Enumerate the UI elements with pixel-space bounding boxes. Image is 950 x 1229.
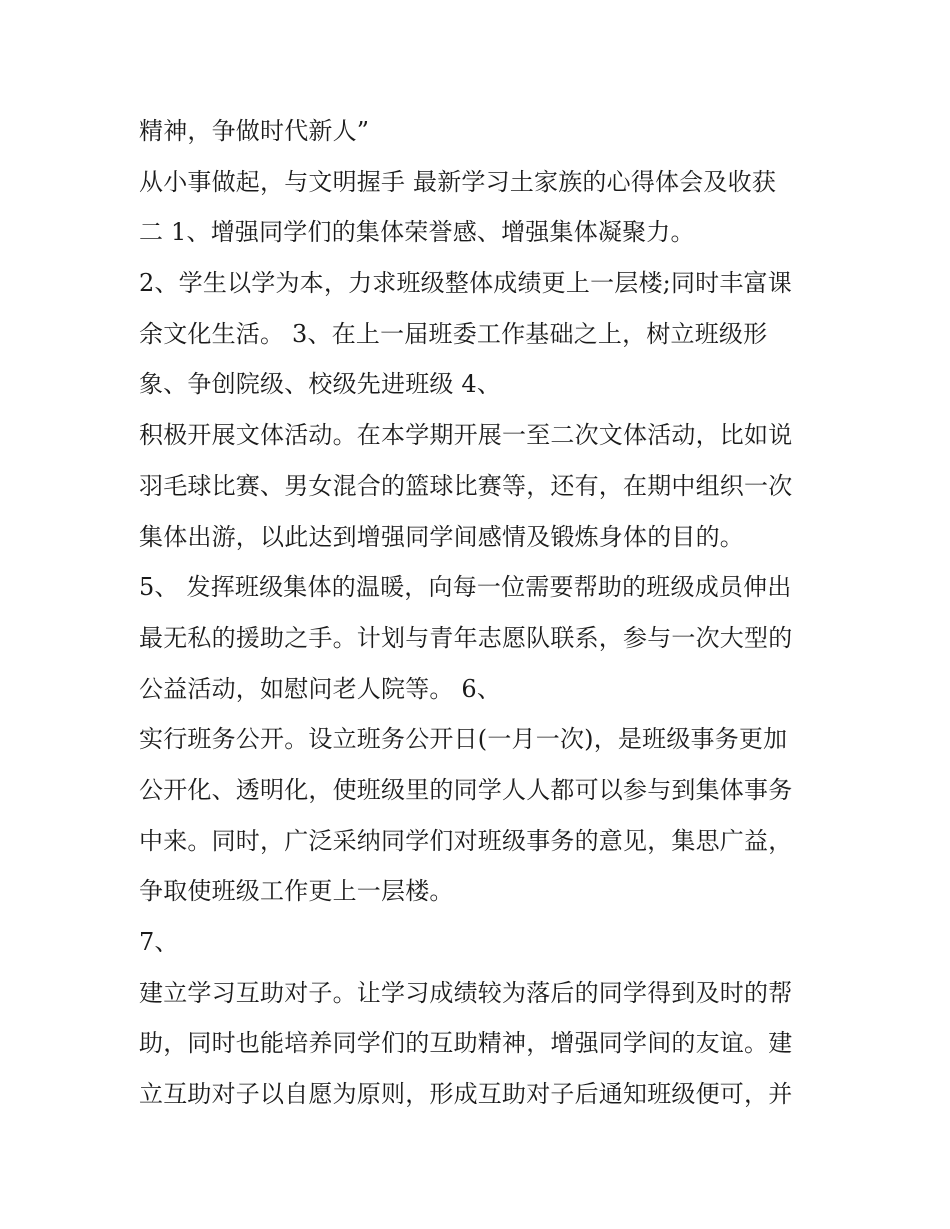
text-line: 象、争创院级、校级先进班级 4、 [139,370,502,399]
text-line: 建立学习互助对子。让学习成绩较为落后的同学得到及时的帮 [139,978,793,1007]
text-line: 2、学生以学为本，力求班级整体成绩更上一层楼;同时丰富课 [139,269,792,298]
text-line: 羽毛球比赛、男女混合的篮球比赛等，还有，在期中组织一次 [139,471,793,500]
text-line: 助，同时也能培养同学们的互助精神，增强同学间的友谊。建 [139,1029,793,1058]
text-line: 二 1、增强同学们的集体荣誉感、增强集体凝聚力。 [139,218,695,247]
text-line: 精神，争做时代新人” [139,117,370,145]
text-line: 余文化生活。 3、在上一届班委工作基础之上，树立班级形 [139,319,768,348]
text-line: 实行班务公开。设立班务公开日(一月一次)，是班级事务更加 [139,725,788,754]
text-line: 立互助对子以自愿为原则，形成互助对子后通知班级便可，并 [139,1080,793,1109]
text-line: 5、 发挥班级集体的温暖，向每一位需要帮助的班级成员伸出 [139,573,792,602]
text-line: 公开化、透明化，使班级里的同学人人都可以参与到集体事务 [139,775,793,804]
text-line: 从小事做起，与文明握手 最新学习土家族的心得体会及收获 [139,167,777,196]
text-line: 争取使班级工作更上一层楼。 [139,877,454,906]
text-line: 公益活动，如慰问老人院等。 6、 [139,674,502,703]
text-line: 积极开展文体活动。在本学期开展一至二次文体活动，比如说 [139,421,793,450]
text-line: 集体出游，以此达到增强同学间感情及锻炼身体的目的。 [139,522,744,551]
text-line: 最无私的援助之手。计划与青年志愿队联系，参与一次大型的 [139,623,793,652]
text-line: 中来。同时，广泛采纳同学们对班级事务的意见，集思广益， [139,826,793,855]
text-line: 7、 [139,928,179,956]
document-body [139,106,839,1120]
